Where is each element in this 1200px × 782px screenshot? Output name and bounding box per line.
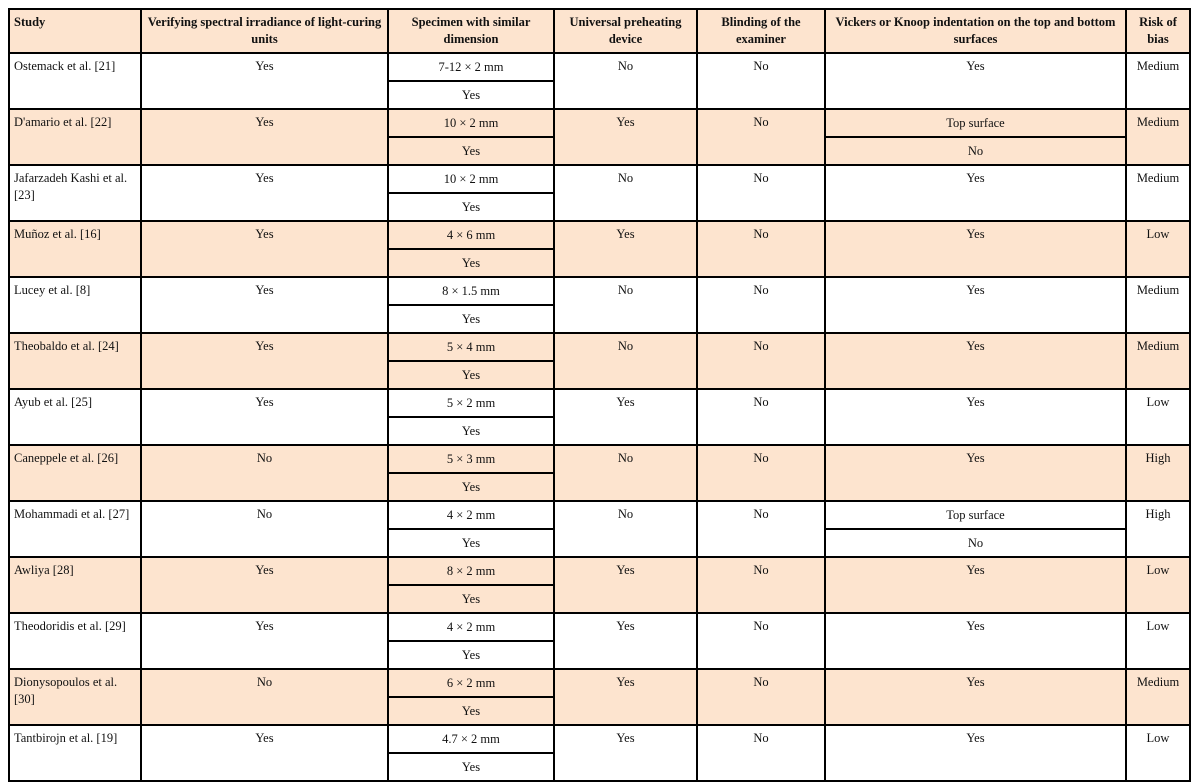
blinding-value: No [697, 53, 825, 109]
header-study: Study [9, 9, 141, 53]
spectral-irradiance-value: No [141, 669, 388, 725]
study-name: Ayub et al. [25] [9, 389, 141, 445]
risk-of-bias-value: Low [1126, 389, 1190, 445]
blinding-value: No [697, 613, 825, 669]
blinding-value: No [697, 389, 825, 445]
specimen-dimension-value: 8 × 1.5 mm [388, 277, 554, 305]
indentation-value: Yes [825, 277, 1126, 333]
table-row [9, 277, 1190, 305]
table-row [9, 53, 1190, 81]
table-row [9, 445, 1190, 473]
specimen-dimension-value: 5 × 2 mm [388, 389, 554, 417]
spectral-irradiance-value: Yes [141, 277, 388, 333]
study-name: Ostemack et al. [21] [9, 53, 141, 109]
specimen-same-value: Yes [388, 529, 554, 557]
blinding-value: No [697, 165, 825, 221]
blinding-value: No [697, 501, 825, 557]
header-risk-of-bias: Risk of bias [1126, 9, 1190, 53]
indentation-value: Yes [825, 53, 1126, 109]
spectral-irradiance-value: Yes [141, 389, 388, 445]
risk-of-bias-value: Medium [1126, 333, 1190, 389]
table-row [9, 669, 1190, 697]
blinding-value: No [697, 725, 825, 781]
risk-of-bias-value: Medium [1126, 277, 1190, 333]
indentation-value: Yes [825, 557, 1126, 613]
study-name: Lucey et al. [8] [9, 277, 141, 333]
specimen-dimension-value: 7-12 × 2 mm [388, 53, 554, 81]
specimen-same-value: Yes [388, 305, 554, 333]
preheating-value: Yes [554, 221, 697, 277]
risk-of-bias-table [8, 8, 1191, 782]
study-name: Tantbirojn et al. [19] [9, 725, 141, 781]
specimen-dimension-value: 4.7 × 2 mm [388, 725, 554, 753]
specimen-dimension-value: 6 × 2 mm [388, 669, 554, 697]
spectral-irradiance-value: Yes [141, 333, 388, 389]
table-row [9, 109, 1190, 137]
study-name: Dionysopoulos et al. [30] [9, 669, 141, 725]
study-name: D'amario et al. [22] [9, 109, 141, 165]
preheating-value: Yes [554, 613, 697, 669]
table-row [9, 221, 1190, 249]
table-row [9, 165, 1190, 193]
spectral-irradiance-value: Yes [141, 165, 388, 221]
spectral-irradiance-value: Yes [141, 613, 388, 669]
risk-of-bias-value: Low [1126, 613, 1190, 669]
study-name: Awliya [28] [9, 557, 141, 613]
blinding-value: No [697, 445, 825, 501]
indentation-bottom-value: No [825, 529, 1126, 557]
blinding-value: No [697, 557, 825, 613]
indentation-top-value: Top surface [825, 501, 1126, 529]
specimen-dimension-value: 4 × 2 mm [388, 613, 554, 641]
risk-of-bias-value: Medium [1126, 53, 1190, 109]
preheating-value: Yes [554, 557, 697, 613]
specimen-same-value: Yes [388, 249, 554, 277]
spectral-irradiance-value: Yes [141, 221, 388, 277]
spectral-irradiance-value: Yes [141, 725, 388, 781]
specimen-same-value: Yes [388, 81, 554, 109]
table-row [9, 333, 1190, 361]
specimen-same-value: Yes [388, 417, 554, 445]
preheating-value: Yes [554, 389, 697, 445]
header-preheating-device: Universal preheating device [554, 9, 697, 53]
indentation-top-value: Top surface [825, 109, 1126, 137]
indentation-value: Yes [825, 725, 1126, 781]
study-name: Muñoz et al. [16] [9, 221, 141, 277]
blinding-value: No [697, 109, 825, 165]
blinding-value: No [697, 221, 825, 277]
preheating-value: No [554, 277, 697, 333]
spectral-irradiance-value: No [141, 501, 388, 557]
blinding-value: No [697, 669, 825, 725]
preheating-value: No [554, 445, 697, 501]
header-specimen-dimension: Specimen with similar dimension [388, 9, 554, 53]
risk-of-bias-value: Medium [1126, 109, 1190, 165]
indentation-value: Yes [825, 221, 1126, 277]
specimen-same-value: Yes [388, 585, 554, 613]
risk-of-bias-value: High [1126, 445, 1190, 501]
header-row [9, 9, 1190, 53]
spectral-irradiance-value: Yes [141, 109, 388, 165]
specimen-same-value: Yes [388, 361, 554, 389]
spectral-irradiance-value: Yes [141, 53, 388, 109]
specimen-dimension-value: 10 × 2 mm [388, 109, 554, 137]
indentation-value: Yes [825, 445, 1126, 501]
blinding-value: No [697, 333, 825, 389]
header-indentation: Vickers or Knoop indentation on the top and bottom surfaces [825, 9, 1126, 53]
specimen-same-value: Yes [388, 137, 554, 165]
spectral-irradiance-value: No [141, 445, 388, 501]
preheating-value: No [554, 333, 697, 389]
specimen-same-value: Yes [388, 641, 554, 669]
indentation-bottom-value: No [825, 137, 1126, 165]
specimen-same-value: Yes [388, 473, 554, 501]
table-row [9, 725, 1190, 753]
specimen-dimension-value: 8 × 2 mm [388, 557, 554, 585]
study-name: Theodoridis et al. [29] [9, 613, 141, 669]
table-body [9, 53, 1190, 781]
table-row [9, 389, 1190, 417]
risk-of-bias-value: Medium [1126, 165, 1190, 221]
specimen-dimension-value: 5 × 3 mm [388, 445, 554, 473]
study-name: Jafarzadeh Kashi et al. [23] [9, 165, 141, 221]
specimen-dimension-value: 4 × 6 mm [388, 221, 554, 249]
indentation-value: Yes [825, 165, 1126, 221]
specimen-same-value: Yes [388, 193, 554, 221]
risk-of-bias-value: Medium [1126, 669, 1190, 725]
preheating-value: No [554, 53, 697, 109]
indentation-value: Yes [825, 389, 1126, 445]
preheating-value: No [554, 165, 697, 221]
indentation-value: Yes [825, 333, 1126, 389]
risk-of-bias-value: High [1126, 501, 1190, 557]
preheating-value: Yes [554, 109, 697, 165]
preheating-value: Yes [554, 669, 697, 725]
specimen-dimension-value: 10 × 2 mm [388, 165, 554, 193]
specimen-same-value: Yes [388, 697, 554, 725]
preheating-value: No [554, 501, 697, 557]
blinding-value: No [697, 277, 825, 333]
study-name: Caneppele et al. [26] [9, 445, 141, 501]
study-name: Theobaldo et al. [24] [9, 333, 141, 389]
study-name: Mohammadi et al. [27] [9, 501, 141, 557]
table-row [9, 613, 1190, 641]
table-row [9, 557, 1190, 585]
specimen-same-value: Yes [388, 753, 554, 781]
specimen-dimension-value: 5 × 4 mm [388, 333, 554, 361]
spectral-irradiance-value: Yes [141, 557, 388, 613]
risk-of-bias-value: Low [1126, 221, 1190, 277]
indentation-value: Yes [825, 613, 1126, 669]
preheating-value: Yes [554, 725, 697, 781]
header-blinding: Blinding of the examiner [697, 9, 825, 53]
header-spectral-irradiance: Verifying spectral irradiance of light-curing units [141, 9, 388, 53]
risk-of-bias-value: Low [1126, 725, 1190, 781]
risk-of-bias-value: Low [1126, 557, 1190, 613]
specimen-dimension-value: 4 × 2 mm [388, 501, 554, 529]
table-row [9, 501, 1190, 529]
indentation-value: Yes [825, 669, 1126, 725]
